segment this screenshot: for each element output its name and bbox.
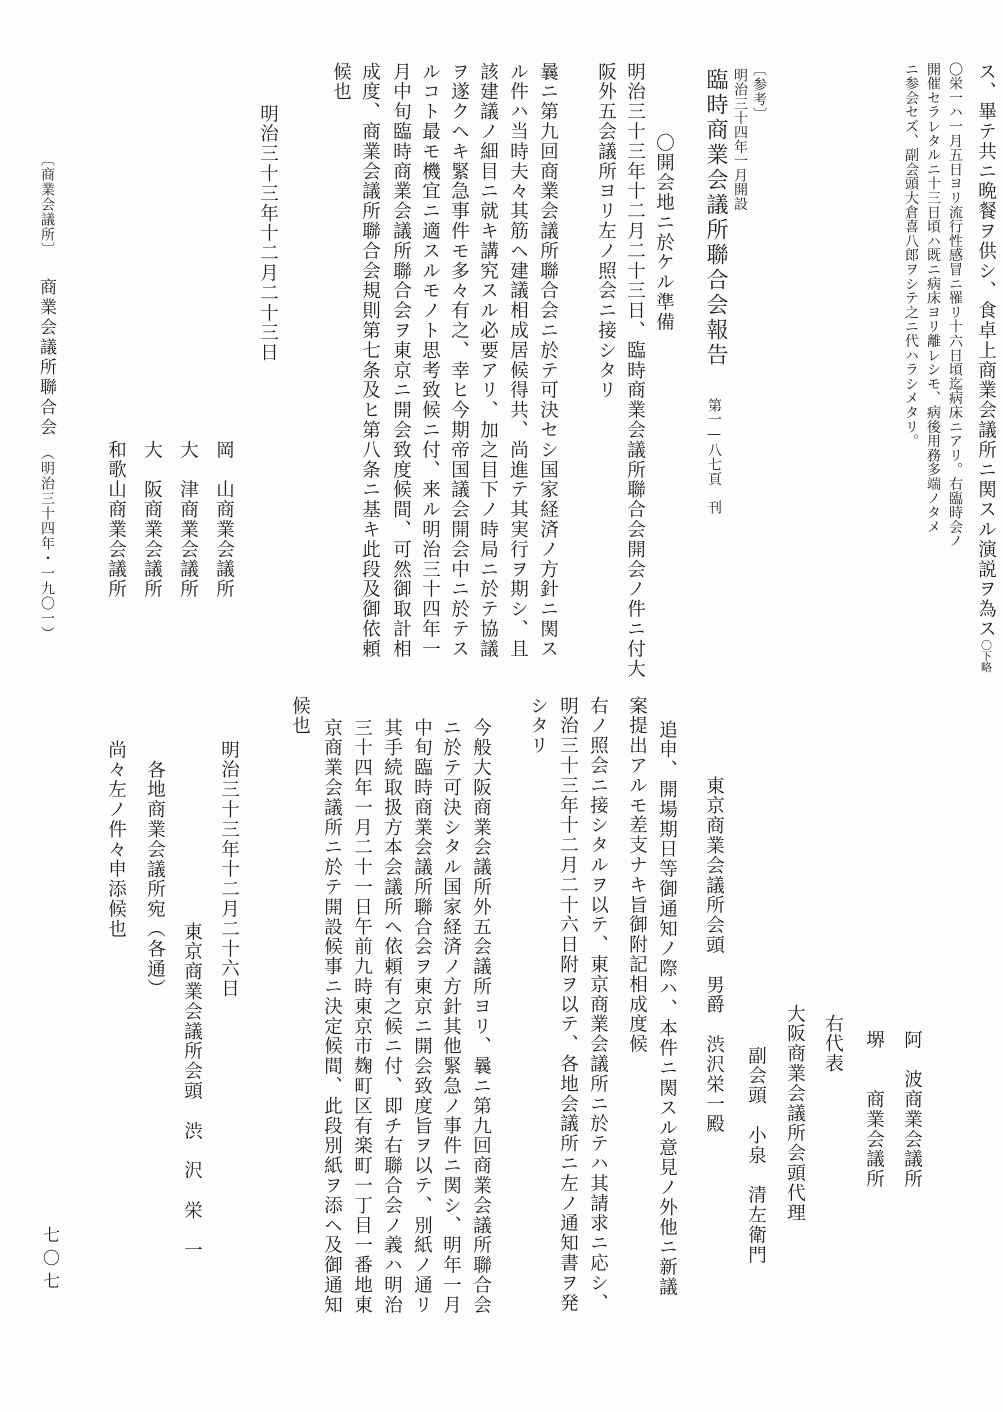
margin-year: （明治三十四年・一九〇一） (39, 446, 55, 641)
body-line: ル件ハ当時夫々其筋ヘ建議相成居候得共、尚進テ其実行ヲ期シ、且 (507, 62, 529, 659)
postscript-line: 案提出アルモ差支ナキ旨御附記相成度候 (626, 696, 648, 1055)
text-column: ス、畢テ共ニ晩餐ヲ供シ、食卓上商業会議所ニ関スル演説ヲ為ス〇下略 (975, 62, 997, 673)
body-line: 月中旬臨時商業会議所聯合会ヲ東京ニ開会致度候間、可然御取計相 (390, 62, 412, 659)
body-line: ヲ遂クヘキ緊急事件モ多々有之、幸ヒ今期帝国議会開会中ニ於テス (448, 62, 470, 659)
sanko-label: 〔参考〕 (751, 62, 767, 122)
note-column: 〇栄一ハ一月五日ヨリ流行性感冒ニ罹リ十六日頃迄病床ニアリ。右臨時会ノ (947, 62, 963, 549)
body-line: 阪外五会議所ヨリ左ノ照会ニ接シタリ (595, 62, 617, 401)
section-heading: 〇開会地ニ於ケル準備 (653, 133, 675, 332)
notice-line: 其手続取扱方本会議所ヘ依頼有之候ニ付、即チ右聯合会ノ義ハ明治 (381, 718, 403, 1315)
notice-line: 今般大阪商業会議所外五会議所ヨリ、曩ニ第九回商業会議所聯合会 (470, 718, 492, 1315)
body-line: シタリ (527, 696, 549, 756)
page-number: 七〇七 (39, 1226, 59, 1295)
representative-org: 大阪商業会議所会頭代理 (784, 1004, 806, 1223)
signer: 和歌山商業会議所 (105, 440, 127, 600)
representative-label: 右代表 (822, 1014, 844, 1074)
body-line: 明治三十三年十二月二十三日、臨時商業会議所聯合会開会ノ件ニ付大 (624, 62, 646, 679)
opening-date: 明治三十四年一月開設 (732, 68, 748, 211)
representative-name: 副会頭 小泉 清左衛門 (745, 1046, 767, 1265)
note-column: 開催セラレタルニ十三日頃ハ既ニ病床ヨリ離レシモ、病後用務多端ノタメ (925, 62, 941, 534)
date: 明治三十三年十二月二十六日 (218, 740, 240, 999)
report-reference: 第一—八七頁 刊 (706, 398, 722, 515)
note-column: ニ参会セズ、副会頭大倉喜八郎ヲシテ之ニ代ハラシメタリ。 (903, 62, 919, 449)
sender: 東京商業会議所会頭 渋 沢 栄 一 (181, 922, 203, 1261)
notice-line: 中旬臨時商業会議所聯合会ヲ東京ニ開会致度旨ヲ以テ、別紙ノ通リ (411, 718, 433, 1315)
notice-line: 三十四年一月二十一日午前九時東京市麹町区有楽町一丁目一番地東 (351, 718, 373, 1315)
addressee: 東京商業会議所会頭 男爵 渋沢栄一殿 (703, 776, 725, 1135)
addressee: 各地商業会議所宛（各通） (144, 760, 166, 999)
signer: 堺 商業会議所 (863, 1030, 885, 1190)
body-line: 該建議ノ細目ニ就キ講究スル必要アリ、加之目下ノ時局ニ於テ協議 (477, 62, 499, 659)
body-line: 曩ニ第九回商業会議所聯合会ニ於テ可決セシ国家経済ノ方針ニ関ス (537, 62, 559, 659)
body-line: 成度、商業会議所聯合会規則第七条及ヒ第八条ニ基キ此段及御依頼 (359, 62, 381, 659)
addendum: 尚々左ノ件々申添候也 (105, 740, 127, 939)
signer: 阿 波商業会議所 (901, 1030, 923, 1190)
body-line: ルコト最モ機宜ニ適スルモノト思考致候ニ付、来ル明治三十四年一 (419, 62, 441, 659)
margin-org: 商業会議所聯合会 (36, 278, 56, 438)
signer: 岡 山商業会議所 (213, 440, 235, 600)
signer: 大 津商業会議所 (177, 440, 199, 600)
signer: 大 阪商業会議所 (141, 440, 163, 600)
notice-line: 候也 (289, 696, 311, 736)
note-gezyaku: 〇下略 (979, 639, 993, 673)
body-line: 右ノ照会ニ接シタルヲ以テ、東京商業会議所ニ於テハ其請求ニ応シ、 (587, 696, 609, 1313)
date: 明治三十三年十二月二十三日 (257, 104, 279, 363)
report-title: 臨時商業会議所聯合会報告 (703, 68, 728, 368)
notice-line: ニ於テ可決シタル国家経済ノ方針其他緊急ノ事件ニ関シ、明年一月 (440, 718, 462, 1315)
postscript-line: 追申、開場期日等御通知ノ際ハ、本件ニ関スル意見ノ外他ニ新議 (656, 720, 678, 1298)
body-line: 明治三十三年十二月二十六日附ヲ以テ、各地会議所ニ左ノ通知書ヲ発 (557, 696, 579, 1313)
notice-line: 京商業会議所ニ於テ開設候事ニ決定候間、此段別紙ヲ添ヘ及御通知 (321, 718, 343, 1315)
body-line: 候也 (330, 62, 352, 102)
margin-tag: 〔商業会議所〕 (39, 152, 55, 257)
